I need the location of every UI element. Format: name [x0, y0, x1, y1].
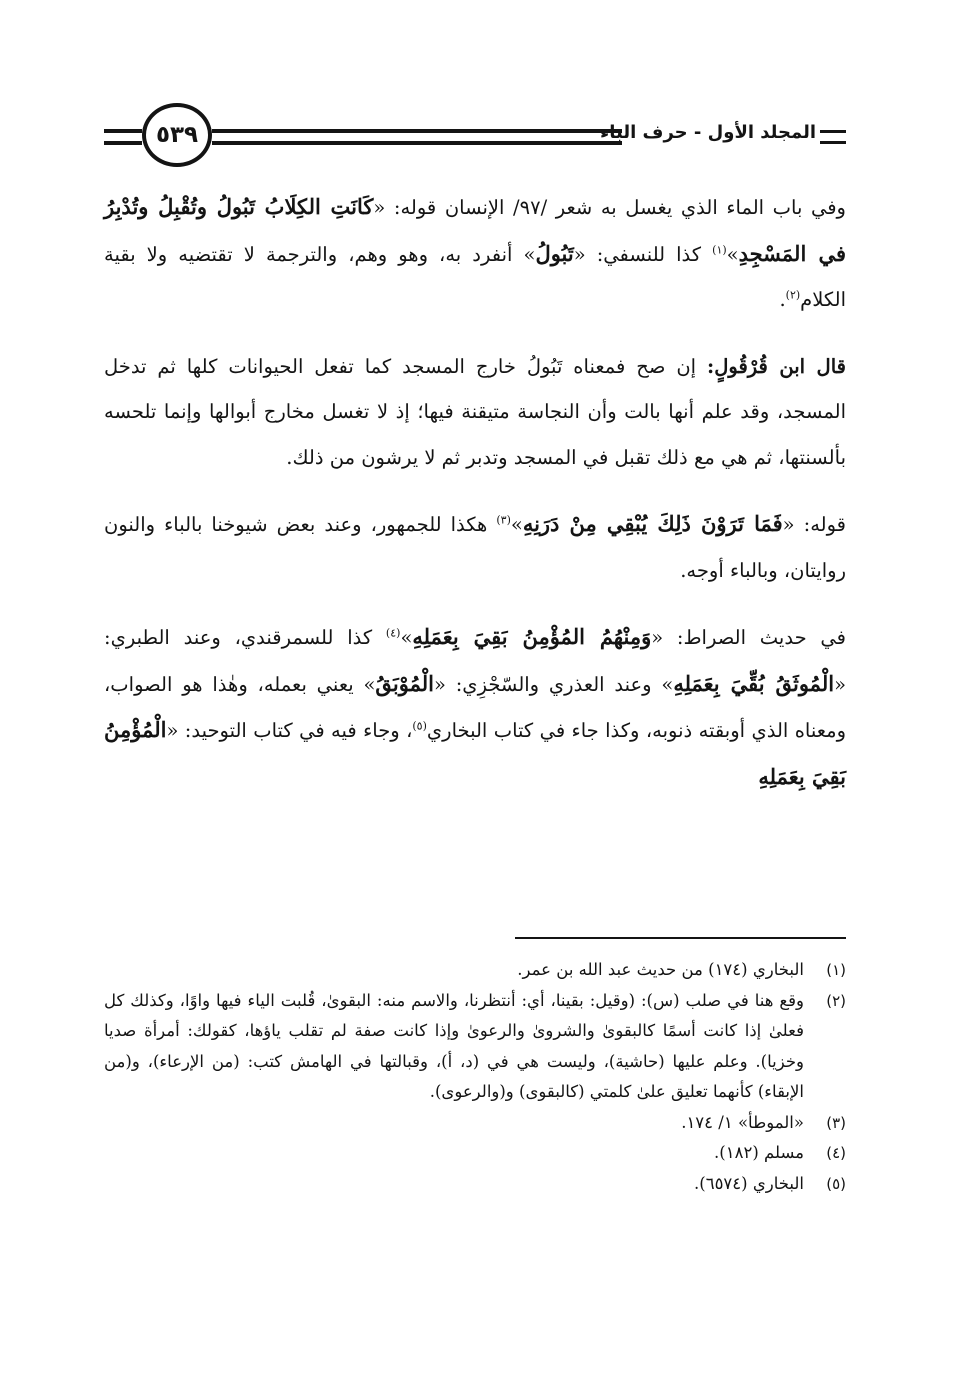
footnote — [104, 1108, 846, 1139]
footnote-number: (٢) — [826, 991, 846, 1010]
page-number: ٥٣٩ — [142, 103, 212, 167]
footnote — [104, 1169, 846, 1200]
header-rule — [104, 129, 142, 133]
page-header — [104, 100, 846, 176]
text-run: وفي باب الماء الذي يغسل به شعر /٩٧/ الإنسان قوله: « — [373, 196, 846, 219]
hadith-quote: الْمُوْبَقُ — [375, 670, 434, 696]
text-run: في حديث الصراط: « — [651, 626, 847, 649]
hadith-quote: وَمِنْهُمُ المُؤْمِنُ بَقِيَ بِعَمَلِهِ — [412, 624, 652, 649]
text-run: . — [779, 288, 786, 311]
footnote-marker: (٣) — [496, 513, 511, 527]
paragraph — [104, 501, 846, 593]
footnote-marker: (٥) — [412, 719, 427, 733]
hadith-quote: الْمُؤْمِنُ بَقِيَ بِعَمَلِهِ — [104, 717, 846, 789]
text-run: » — [726, 242, 739, 266]
hadith-quote: الْمُوثَقُ بُقِّيَ بِعَمَلِهِ — [673, 670, 835, 696]
footnote-number: (٤) — [826, 1144, 846, 1162]
header-rule — [820, 141, 846, 144]
hadith-quote: فَمَا تَرَوْنَ ذَلِكَ يُبْقِي مِنْ دَرَنِهِ — [522, 511, 783, 536]
text-run: » — [400, 626, 413, 649]
footnote-number: (٣) — [826, 1113, 846, 1132]
footnote-text: البخاري (١٧٤) من حديث عبد الله بن عمر. — [517, 960, 804, 979]
footnote-text: وقع هنا في صلب (س): (وقيل: بقينا، أي: أنتظرنا، والاسم منه: البقوىٰ، قُلبت الياء فيها واوًا، وكذلك كل فعلىٰ إذا كانت أسمًا كالبقوىٰ والشروىٰ والرعوىٰ وإذا كانت صفة لم تقلب ياؤها، كقولك: أمرأة صديا وخزيا). وعلم عليها (حاشية)، وليست هي في (د، أ)، وقبالتها في الهامش كتب: (من الإرعاء)، و(من الإبقاء) كأنهما تعليق علىٰ كلمتي (كالبقوى) و(والرعوى). — [104, 990, 804, 1101]
main-text — [104, 184, 846, 821]
text-run: إن صح فمعناه تَبُولُ خارج المسجد كما تفعل الحيوانات كلها ثم تدخل المسجد، وقد علم أنها بالت وأن النجاسة متيقنة فيها؛ إذ لا تغسل مخارج أبوالها وإنما تلحسه بألسنتها، ثم هي مع ذلك تقبل في المسجد وتدبر ثم لا يرشون من ذلك. — [104, 354, 846, 469]
footnote — [104, 955, 846, 986]
text-run: ، وجاء فيه في كتاب التوحيد: « — [166, 719, 413, 742]
text-run: » — [510, 513, 523, 536]
text-run: » يعني بعمله، وهٰذا هو الصواب، ومعناه الذي أوبقته ذنوبه، وكذا جاء في كتاب البخاري — [104, 672, 847, 742]
footnote-marker: (٤) — [385, 626, 401, 640]
paragraph — [104, 614, 846, 800]
text-run: » وعند العذري والسّجْزِي: « — [434, 672, 674, 696]
footnote-marker: (١) — [712, 243, 727, 256]
text-run: كذا للسمرقندي، وعند الطبري: « — [104, 626, 846, 696]
header-rule — [212, 129, 622, 133]
footnote — [104, 986, 846, 1108]
header-rule — [212, 141, 622, 145]
text-run: كذا للنسفي: « — [573, 242, 713, 266]
hadith-quote: كَانَتِ الكِلَابُ تَبُولُ وتُقْبِلُ وتُدْبِرُ في المَسْجِدِ — [104, 194, 846, 266]
paragraph — [104, 184, 846, 323]
footnote — [104, 1138, 846, 1169]
paragraph — [104, 344, 846, 481]
footnote-text: «الموطأ» ١/ ١٧٤. — [681, 1112, 804, 1132]
footnote-text: مسلم (١٨٢). — [714, 1143, 804, 1162]
header-rule — [820, 130, 846, 133]
text-run: هكذا للجمهور، وعند بعض شيوخنا بالباء والنون روايتان، وبالباء أوجه. — [104, 513, 846, 582]
footnote-number: (٥) — [826, 1174, 846, 1193]
text-run: » أنفرد به، وهو وهم، والترجمة لا تقتضيه ولا بقية الكلام — [104, 242, 846, 311]
footnotes — [104, 955, 846, 1199]
text-run: قوله: « — [782, 513, 846, 536]
footnote-text: البخاري (٦٥٧٤). — [694, 1173, 804, 1193]
author-reference: قال ابن قُرْقُولٍ: — [707, 354, 846, 378]
footnote-separator — [515, 937, 846, 939]
footnote-number: (١) — [826, 961, 846, 979]
running-title: المجلد الأول - حرف الباء — [600, 122, 816, 143]
hadith-quote: تَبُولُ — [535, 240, 574, 266]
header-rule — [104, 141, 142, 145]
footnote-marker: (٢) — [785, 288, 801, 302]
